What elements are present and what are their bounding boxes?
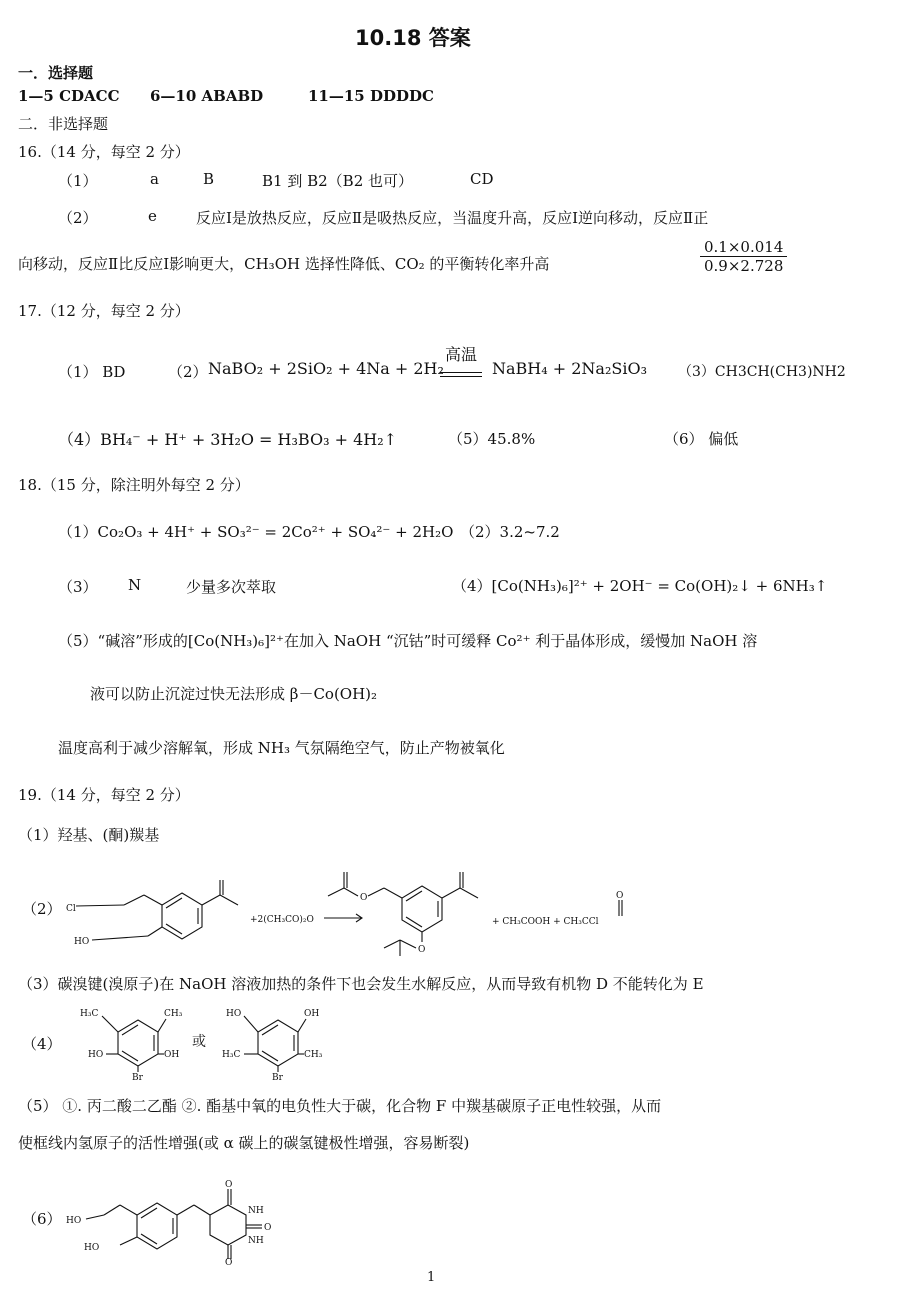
- label-nh-bottom: NH: [248, 1236, 264, 1246]
- q16-p1-c: B1 到 B2（B2 也可）: [262, 172, 414, 190]
- q17-p4: （4）BH₄⁻ + H⁺ + 3H₂O = H₃BO₃ + 4H₂↑: [58, 430, 398, 449]
- q18-p5-line2: 液可以防止沉淀过快无法形成 β－Co(OH)₂: [90, 685, 378, 703]
- q16-heading: 16.（14 分，每空 2 分）: [18, 143, 190, 161]
- q17-p2-label: （2）: [168, 363, 208, 381]
- q19-heading: 19.（14 分，每空 2 分）: [18, 786, 190, 804]
- q16-fraction: [700, 238, 787, 275]
- section-nonchoice-heading: 二．非选择题: [18, 115, 109, 133]
- q19-p2-products: + CH₃COOH + CH₃CCl: [492, 917, 599, 927]
- q18-p5-line1: （5）“碱溶”形成的[Co(NH₃)₆]²⁺在加入 NaOH “沉钴”时可缓释 Co²⁺ 利于晶体形成，缓慢加 NaOH 溶: [58, 632, 758, 650]
- q19-p2-reagent: +2(CH₃CO)₂O: [250, 915, 314, 925]
- q19-p4-label: （4）: [22, 1035, 62, 1053]
- q18-p3-method: 少量多次萃取: [186, 578, 277, 596]
- mc-answers-6-10: 6—10 ABABD: [150, 87, 264, 105]
- frac-denominator: 0.9×2.728: [704, 257, 784, 275]
- q17-p6: （6） 偏低: [664, 430, 739, 448]
- q18-p6: 温度高利于减少溶解氧，形成 NH₃ 气氛隔绝空气，防止产物被氧化: [58, 739, 505, 757]
- section-choice-heading: 一．选择题: [18, 64, 94, 82]
- q19-p6-label: （6）: [22, 1210, 62, 1228]
- label-br-1: Br: [132, 1073, 143, 1082]
- label-ho-phenol: HO: [84, 1243, 100, 1253]
- q17-p2-left: NaBO₂ + 2SiO₂ + 4Na + 2H₂: [208, 359, 444, 378]
- label-o-top: O: [225, 1180, 233, 1190]
- q17-heading: 17.（12 分，每空 2 分）: [18, 302, 190, 320]
- label-oh-1: OH: [164, 1050, 180, 1060]
- q18-p1: （1）Co₂O₃ + 4H⁺ + SO₃²⁻ = 2Co²⁺ + SO₄²⁻ + 2H₂O: [58, 523, 454, 541]
- structure-1-ring: [118, 1020, 158, 1066]
- q16-p1-b: B: [203, 170, 215, 188]
- q16-p1-label: （1）: [58, 172, 98, 190]
- q17-p2-condition: [440, 345, 482, 382]
- pyrimidine-ring: [210, 1205, 246, 1245]
- q16-p1-a: a: [150, 170, 159, 188]
- mc-answers-1-5: 1—5 CDACC: [18, 87, 120, 105]
- q17-p3: （3）CH3CH(CH3)NH2: [678, 364, 846, 380]
- p6-benzene-ring: [137, 1203, 177, 1249]
- mc-answers-11-15: 11—15 DDDDC: [308, 87, 434, 105]
- q18-p3-answer: N: [128, 576, 142, 594]
- q19-p2-reaction-diagram: [62, 858, 702, 958]
- label-br-2: Br: [272, 1073, 283, 1082]
- label-o-right: O: [264, 1223, 272, 1233]
- structure-2-ring: [258, 1020, 298, 1066]
- q16-p2-text-1: 反应Ⅰ是放热反应，反应Ⅱ是吸热反应，当温度升高，反应Ⅰ逆向移动，反应Ⅱ正: [196, 209, 709, 227]
- condition-high-temp: 高温: [444, 345, 477, 364]
- q19-p5-line2: 使框线内氢原子的活性增强(或 α 碳上的碳氢键极性增强，容易断裂): [18, 1134, 470, 1152]
- label-cl: Cl: [66, 904, 76, 914]
- q18-p4: （4）[Co(NH₃)₆]²⁺ + 2OH⁻ = Co(OH)₂↓ + 6NH₃↑: [452, 577, 828, 595]
- label-o-bottom: O: [225, 1258, 233, 1265]
- label-ho: HO: [74, 937, 90, 947]
- equal-sign-icon: [440, 372, 482, 377]
- label-ho-2: HO: [226, 1009, 242, 1019]
- label-oh-2: OH: [304, 1009, 320, 1019]
- label-o-acyl: O: [616, 891, 624, 901]
- q19-p6-structure: [62, 1175, 302, 1265]
- q16-p1-d: CD: [470, 170, 494, 188]
- reactant-benzene-ring: [162, 893, 202, 939]
- q18-p3-label: （3）: [58, 578, 98, 596]
- product-benzene-ring: [402, 886, 442, 932]
- page-title: 10.18 答案: [355, 26, 471, 50]
- label-nh-top: NH: [248, 1206, 264, 1216]
- q18-p2: （2）3.2~7.2: [460, 523, 560, 541]
- q17-p2-right: NaBH₄ + 2Na₂SiO₃: [492, 359, 647, 378]
- q19-p4-structures: [60, 1002, 360, 1082]
- q17-p1: （1） BD: [58, 363, 126, 381]
- label-h3c-1: H₃C: [80, 1009, 99, 1019]
- q19-p1: （1）羟基、(酮)羰基: [18, 826, 160, 844]
- label-o-ester-2: O: [418, 945, 426, 955]
- q19-p2-label: （2）: [22, 900, 62, 918]
- q19-p3: （3）碳溴键(溴原子)在 NaOH 溶液加热的条件下也会发生水解反应，从而导致有机物 D 不能转化为 E: [18, 975, 704, 993]
- q17-p5: （5）45.8%: [448, 430, 536, 448]
- label-ho-1: HO: [88, 1050, 104, 1060]
- q19-p5-line1: （5） ①. 丙二酸二乙酯 ②. 酯基中氧的电负性大于碳，化合物 F 中羰基碳原子正电性较强，从而: [18, 1097, 662, 1115]
- q18-heading: 18.（15 分，除注明外每空 2 分）: [18, 476, 250, 494]
- label-ho-ch2: HO: [66, 1216, 82, 1226]
- q16-p2-text-2: 向移动，反应Ⅱ比反应Ⅰ影响更大，CH₃OH 选择性降低、CO₂ 的平衡转化率升高: [18, 255, 550, 273]
- frac-numerator: 0.1×0.014: [700, 238, 787, 257]
- q16-p2-label: （2）: [58, 209, 98, 227]
- label-h3c-2: H₃C: [222, 1050, 241, 1060]
- q19-p4-or: 或: [192, 1034, 206, 1050]
- label-ch3-1: CH₃: [164, 1009, 183, 1019]
- page-number: 1: [427, 1270, 436, 1285]
- q16-p2-answer: e: [148, 207, 157, 225]
- label-ch3-2: CH₃: [304, 1050, 323, 1060]
- label-o-ester-1: O: [360, 893, 368, 903]
